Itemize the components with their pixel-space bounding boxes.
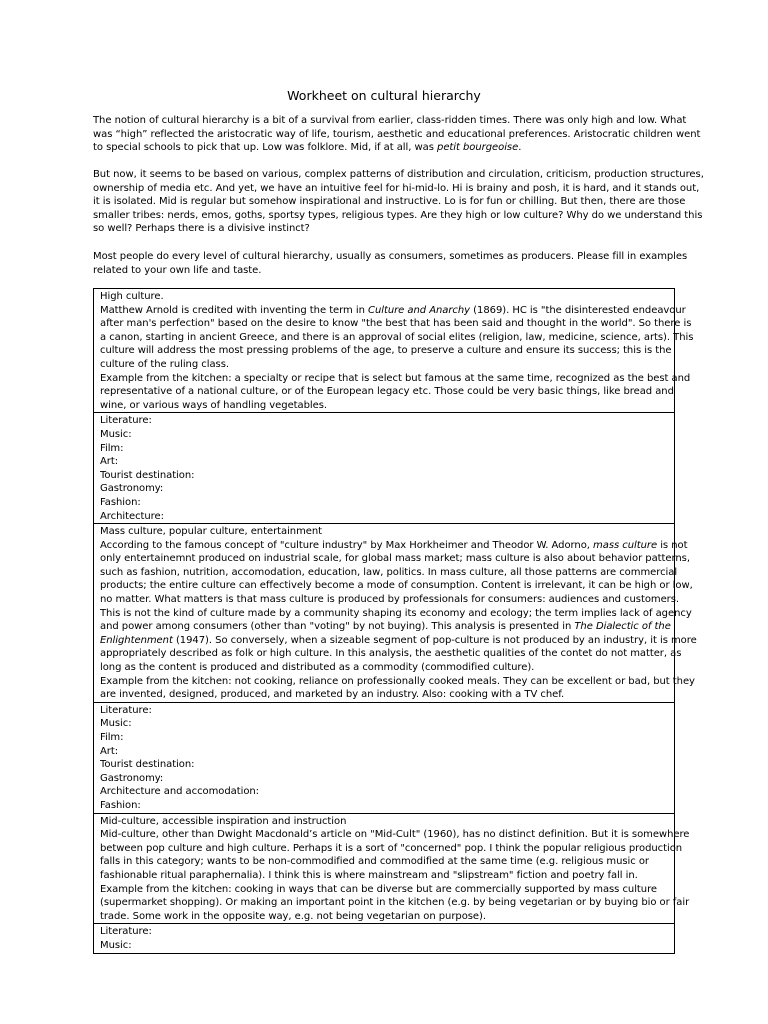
text-line: culture will address the most pressing problems of the age, to preserve a culture and ensure its success; this is the [100, 345, 672, 357]
text-segment: is not [657, 539, 688, 551]
high-culture-description-row [94, 289, 675, 413]
mass-culture-examples[interactable] [94, 702, 675, 813]
field-literature: Literature: [100, 415, 152, 427]
text-segment: (1869). HC is "the disinterested endeavour [470, 304, 686, 316]
section-heading: Mass culture, popular culture, entertainment [100, 526, 323, 538]
text-line: wine, or various ways of handling vegetables. [100, 399, 328, 411]
text-line [100, 634, 697, 648]
text-line: only entertainemnt produced on industrial scale, for global mass market; mass culture is also about behavior patterns, [100, 553, 690, 565]
intro-paragraph-2 [93, 168, 704, 236]
text-line: was “high” reflected the aristocratic way of life, tourism, aesthetic and educational preferences. Aristocratic children went [93, 128, 701, 140]
text-line: The notion of cultural hierarchy is a bit of a survival from earlier, class-ridden times. There was only high and low. What [93, 115, 687, 126]
text-segment: and power among consumers (other than "voting" by not buying). This analysis is presented in [100, 621, 575, 633]
text-line: between pop culture and high culture. Perhaps it is a sort of "concerned" pop. I think the popular religious production [100, 842, 683, 854]
text-segment: to special schools to pick that up. Low was folklore. Mid, if at all, was [93, 142, 438, 154]
worksheet-table [93, 288, 697, 954]
text-line: This is not the kind of culture made by a community shaping its economy and ecology; the term implies lack of agency [100, 607, 692, 619]
mid-culture-description [94, 813, 690, 924]
text-line: no matter. What matters is that mass culture is produced by professionals for consumers: audiences and customers. [100, 594, 680, 606]
text-line [93, 141, 677, 155]
high-culture-examples-row [94, 413, 675, 524]
field-tourist-destination: Tourist destination: [100, 469, 195, 481]
text-line: Example from the kitchen: not cooking, reliance on professionally cooked meals. They can be excellent or bad, but they [100, 675, 695, 687]
text-line: so well? Perhaps there is a divisive instinct? [93, 223, 310, 235]
text-segment: (1947). So conversely, when a sizeable segment of pop-culture is not produced by an industry, it is more [172, 634, 697, 646]
mass-culture-description [94, 524, 697, 703]
mass-culture-description-row [94, 524, 675, 703]
high-culture-description [94, 289, 694, 413]
text-line: related to your own life and taste. [93, 264, 262, 276]
text-line: Example from the kitchen: a specialty or recipe that is select but famous at the same time, recognized as the best and [100, 372, 691, 384]
high-culture-examples[interactable] [94, 413, 675, 524]
text-line: smaller tribes: nerds, emos, goths, sportsy types, religious types. Are they high or low culture? Why do we understand this [93, 209, 703, 221]
text-segment: According to the famous concept of "culture industry" by Max Horkheimer and Theodor W. Adorno, [100, 539, 594, 551]
section-heading: High culture. [100, 291, 164, 302]
book-title: Culture and Anarchy [368, 304, 471, 316]
field-art: Art: [100, 745, 119, 757]
text-line: representative of a national culture, or of the European legacy etc. Those could be very basic things, like bread and [100, 386, 674, 398]
text-line: such as fashion, nutrition, accomodation, education, law, politics. In mass culture, all those patterns are commercial [100, 566, 678, 578]
field-architecture-accomodation: Architecture and accomodation: [100, 786, 259, 798]
field-music: Music: [100, 939, 132, 951]
text-line: culture of the ruling class. [100, 358, 229, 370]
text-line: trade. Some work in the opposite way, e.g. not being vegetarian on purpose). [100, 910, 487, 922]
italic-term: mass culture [593, 539, 658, 551]
field-gastronomy: Gastronomy: [100, 483, 164, 495]
intro-paragraph-1 [93, 114, 701, 155]
page-title: Workheet on cultural hierarchy [287, 88, 481, 103]
field-film: Film: [100, 732, 124, 743]
text-line: falls in this category; wants to be non-commodified and commodified at the same time (e.g. religious music or [100, 856, 649, 868]
text-line: Example from the kitchen: cooking in ways that can be diverse but are commercially supported by mass culture [100, 883, 658, 895]
text-line: long as the content is produced and distributed as a commodity (commodified culture). [100, 662, 535, 674]
text-line [100, 539, 688, 553]
text-line: (supermarket shopping). Or making an important point in the kitchen (e.g. by being vegetarian or by buying bio or fair [100, 897, 690, 909]
text-line: products; the entire culture can effectively become a mode of consumption. Content is irrelevant, it can be high or low, [100, 580, 693, 592]
text-line [100, 304, 686, 318]
field-literature: Literature: [100, 926, 152, 938]
intro-paragraph-3 [93, 250, 688, 277]
text-line: are invented, designed, produced, and marketed by an industry. Also: cooking with a TV chef. [100, 689, 565, 701]
field-fashion: Fashion: [100, 799, 141, 811]
text-line: Mid-culture, other than Dwight Macdonald’s article on "Mid-Cult" (1960), has no distinct definition. But it is somewhere [100, 829, 690, 841]
text-line [100, 620, 671, 634]
field-fashion: Fashion: [100, 496, 141, 508]
field-music: Music: [100, 428, 132, 440]
text-line: after man's perfection" based on the desire to know "the best that has been said and thought in the world". So there is [100, 318, 692, 330]
text-line: appropriately described as folk or high culture. In this analysis, the aesthetic qualities of the contet do not matter, as [100, 648, 682, 660]
mass-culture-examples-row [94, 702, 675, 813]
book-title: Enlightenment [100, 634, 173, 646]
mid-culture-examples-row [94, 924, 675, 953]
field-music: Music: [100, 718, 132, 730]
field-film: Film: [100, 442, 124, 454]
text-line: Most people do every level of cultural hierarchy, usually as consumers, sometimes as producers. Please fill in examples [93, 251, 688, 262]
text-line: fashionable ritual paraphernalia). I think this is where mainstream and "slipstream" fiction and poetry fall in. [100, 869, 638, 881]
field-gastronomy: Gastronomy: [100, 772, 164, 784]
text-line: But now, it seems to be based on various, complex patterns of distribution and circulation, criticism, production structures, [93, 169, 704, 180]
field-literature: Literature: [100, 704, 152, 716]
mid-culture-examples[interactable] [94, 924, 675, 953]
text-segment: Matthew Arnold is credited with inventing the term in [100, 304, 369, 316]
field-tourist-destination: Tourist destination: [100, 759, 195, 771]
text-line: a canon, starting in ancient Greece, and there is an approval of social elites (religion, law, medicine, science, arts). This [100, 331, 694, 343]
section-heading: Mid-culture, accessible inspiration and instruction [100, 815, 347, 827]
text-line: it is isolated. Mid is regular but somehow inspirational and instructive. Lo is for fun or chilling. But then, there are those [93, 196, 686, 208]
italic-term: petit bourgeoise [437, 142, 519, 154]
mid-culture-description-row [94, 813, 675, 924]
text-segment: . [518, 142, 522, 154]
book-title: The Dialectic of the [574, 621, 671, 633]
text-line: ownership of media etc. And yet, we have an intuitive feel for hi-mid-lo. Hi is brainy and posh, it is hard, and it stands out, [93, 182, 700, 194]
field-architecture: Architecture: [100, 510, 164, 522]
field-art: Art: [100, 456, 119, 468]
